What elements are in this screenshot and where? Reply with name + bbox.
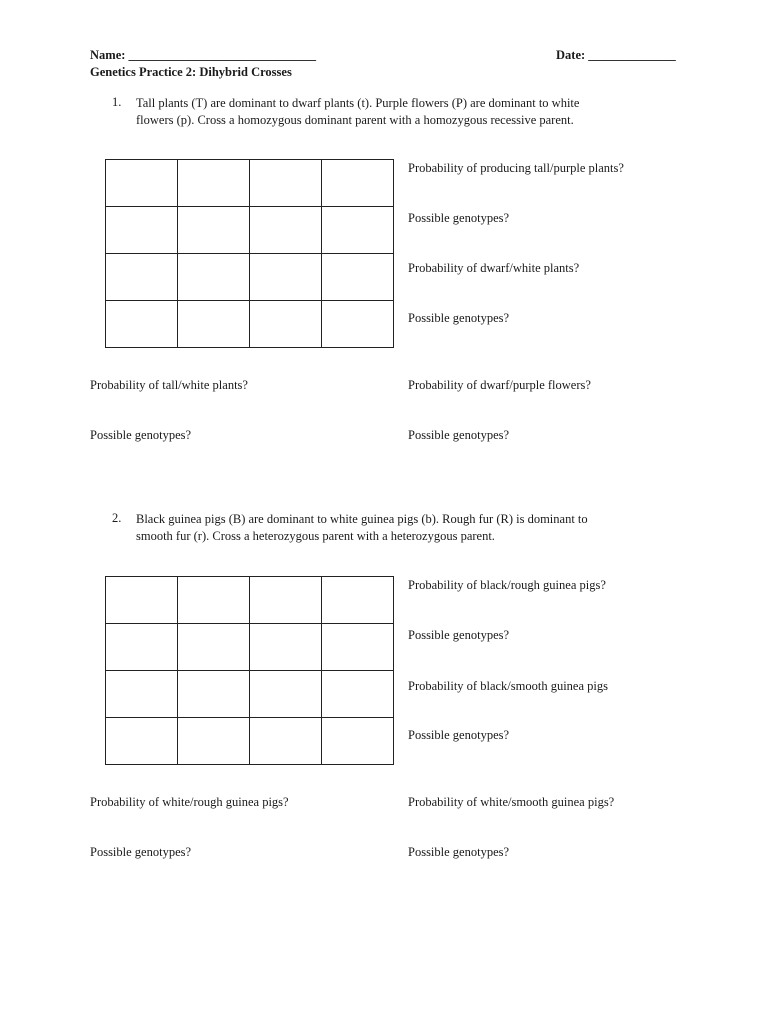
q2-right-prompt-1: Probability of black/rough guinea pigs? bbox=[408, 578, 606, 592]
punnett-cell[interactable] bbox=[322, 718, 394, 765]
punnett-cell[interactable] bbox=[178, 624, 250, 671]
punnett-cell[interactable] bbox=[322, 671, 394, 718]
name-field-label: Name: ______________________________ bbox=[90, 48, 317, 62]
q2-bottom-right-prompt-2: Possible genotypes? bbox=[408, 845, 510, 859]
punnett-square-2 bbox=[105, 576, 394, 765]
punnett-cell[interactable] bbox=[178, 671, 250, 718]
q1-bottom-right-prompt-1: Probability of dwarf/purple flowers? bbox=[408, 378, 591, 392]
punnett-cell[interactable] bbox=[106, 718, 178, 765]
punnett-cell[interactable] bbox=[106, 624, 178, 671]
punnett-cell[interactable] bbox=[178, 718, 250, 765]
punnett-cell[interactable] bbox=[178, 254, 250, 301]
page-title: Genetics Practice 2: Dihybrid Crosses bbox=[90, 65, 292, 79]
punnett-cell[interactable] bbox=[250, 301, 322, 348]
punnett-cell[interactable] bbox=[250, 207, 322, 254]
punnett-cell[interactable] bbox=[250, 577, 322, 624]
punnett-cell[interactable] bbox=[322, 254, 394, 301]
punnett-cell[interactable] bbox=[250, 718, 322, 765]
q1-bottom-left-prompt-1: Probability of tall/white plants? bbox=[90, 378, 248, 392]
q1-right-prompt-3: Probability of dwarf/white plants? bbox=[408, 261, 580, 275]
punnett-cell[interactable] bbox=[250, 254, 322, 301]
q1-right-prompt-1: Probability of producing tall/purple plants? bbox=[408, 161, 624, 175]
punnett-cell[interactable] bbox=[250, 160, 322, 207]
punnett-cell[interactable] bbox=[178, 207, 250, 254]
q2-bottom-right-prompt-1: Probability of white/smooth guinea pigs? bbox=[408, 795, 615, 809]
punnett-cell[interactable] bbox=[250, 671, 322, 718]
punnett-cell[interactable] bbox=[106, 254, 178, 301]
punnett-cell[interactable] bbox=[106, 577, 178, 624]
punnett-cell[interactable] bbox=[106, 207, 178, 254]
punnett-cell[interactable] bbox=[106, 160, 178, 207]
q2-bottom-left-prompt-1: Probability of white/rough guinea pigs? bbox=[90, 795, 289, 809]
punnett-cell[interactable] bbox=[106, 671, 178, 718]
question-1-text bbox=[136, 95, 696, 129]
question-1-line-2: flowers (p). Cross a homozygous dominant parent with a homozygous recessive parent. bbox=[136, 113, 574, 127]
question-1-line-1: Tall plants (T) are dominant to dwarf plants (t). Purple flowers (P) are dominant to white bbox=[136, 96, 580, 110]
q2-right-prompt-2: Possible genotypes? bbox=[408, 628, 510, 642]
question-2-line-2: smooth fur (r). Cross a heterozygous parent with a heterozygous parent. bbox=[136, 529, 495, 543]
punnett-cell[interactable] bbox=[322, 160, 394, 207]
q1-right-prompt-2: Possible genotypes? bbox=[408, 211, 510, 225]
punnett-cell[interactable] bbox=[178, 301, 250, 348]
punnett-cell[interactable] bbox=[322, 301, 394, 348]
question-2-line-1: Black guinea pigs (B) are dominant to white guinea pigs (b). Rough fur (R) is dominant to bbox=[136, 512, 588, 526]
question-2-number: 2. bbox=[112, 511, 122, 525]
punnett-cell[interactable] bbox=[322, 577, 394, 624]
punnett-square-1 bbox=[105, 159, 394, 348]
punnett-cell[interactable] bbox=[322, 624, 394, 671]
punnett-cell[interactable] bbox=[250, 624, 322, 671]
q2-right-prompt-4: Possible genotypes? bbox=[408, 728, 510, 742]
question-2-text bbox=[136, 511, 696, 545]
punnett-cell[interactable] bbox=[178, 160, 250, 207]
punnett-cell[interactable] bbox=[322, 207, 394, 254]
date-field-label: Date: ______________ bbox=[556, 48, 676, 62]
q1-bottom-left-prompt-2: Possible genotypes? bbox=[90, 428, 192, 442]
q2-right-prompt-3: Probability of black/smooth guinea pigs bbox=[408, 679, 608, 693]
q1-right-prompt-4: Possible genotypes? bbox=[408, 311, 510, 325]
punnett-cell[interactable] bbox=[106, 301, 178, 348]
q1-bottom-right-prompt-2: Possible genotypes? bbox=[408, 428, 510, 442]
q2-bottom-left-prompt-2: Possible genotypes? bbox=[90, 845, 192, 859]
question-1-number: 1. bbox=[112, 95, 122, 109]
punnett-cell[interactable] bbox=[178, 577, 250, 624]
